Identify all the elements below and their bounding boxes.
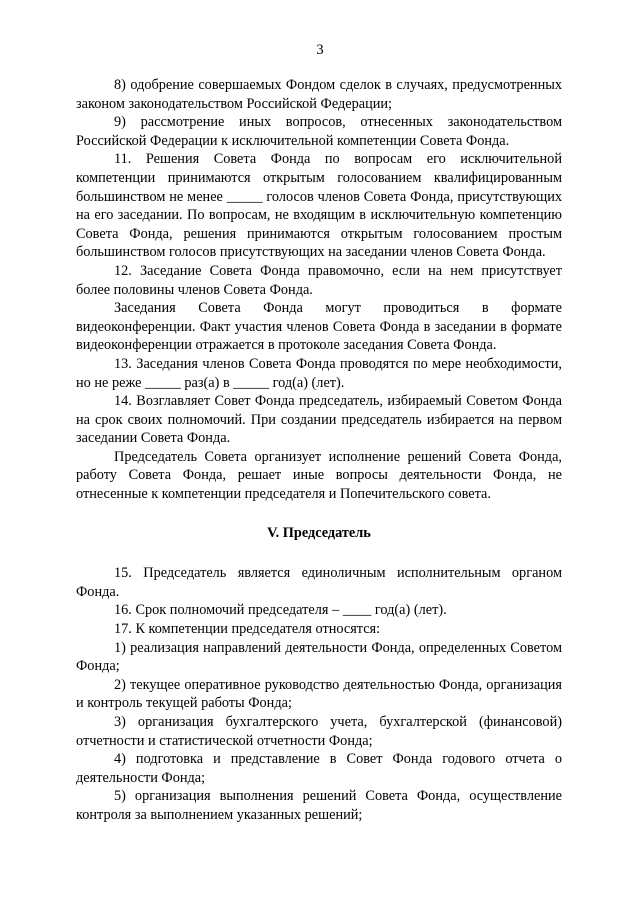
paragraph-clause-14: 14. Возглавляет Совет Фонда председатель, избираемый Советом Фонда на срок своих полномочий. При создании председатель избирается на первом заседании Совета Фонда. [76, 393, 562, 447]
spacer [76, 542, 562, 564]
paragraph-competence-1: 1) реализация направлений деятельности Фонда, определенных Советом Фонда; [76, 639, 562, 675]
paragraph-item-8: 8) одобрение совершаемых Фондом сделок в случаях, предусмотренных законом законодательством Российской Федерации; [76, 77, 562, 112]
paragraph-clause-11: 11. Решения Совета Фонда по вопросам его исключительной компетенции принимаются открытым голосованием квалифицированным большинством не менее _____ голосов членов Совета Фонда, присутствующих на его заседании. По вопросам, не входящим в исключительную компетенцию Совета Фонда, решения принимаются открытым голосованием простым большинством голосов присутствующих на заседании членов Совета Фонда. [76, 151, 562, 261]
paragraph-clause-17: 17. К компетенции председателя относятся: [114, 621, 381, 638]
spacer [76, 504, 562, 524]
page-number: 3 [316, 42, 324, 58]
paragraph-competence-3: 3) организация бухгалтерского учета, бухгалтерской (финансовой) отчетности и статистической отчетности Фонда; [76, 714, 562, 749]
paragraph-competence-5: 5) организация выполнения решений Совета Фонда, осуществление контроля за выполнением указанных решений; [76, 788, 562, 823]
paragraph-videoconference: Заседания Совета Фонда могут проводиться в формате видеоконференции. Факт участия членов Совета Фонда в заседании в формате видеоконференции отражается в протоколе заседания Совета Фонда. [76, 300, 562, 354]
section-heading: V. Председатель [267, 524, 371, 541]
paragraph-clause-12: 12. Заседание Совета Фонда правомочно, если на нем присутствует более половины членов Совета Фонда. [76, 262, 562, 298]
paragraph-competence-4: 4) подготовка и представление в Совет Фонда годового отчета о деятельности Фонда; [76, 751, 562, 786]
document-body [76, 76, 562, 825]
paragraph-clause-15: 15. Председатель является единоличным исполнительным органом Фонда. [76, 565, 562, 600]
paragraph-competence-2: 2) текущее оперативное руководство деятельностью Фонда, организация и контроль текущей работы Фонда; [76, 676, 562, 712]
paragraph-clause-13: 13. Заседания членов Совета Фонда проводятся по мере необходимости, но не реже _____ раз(а) в _____ год(а) (лет). [76, 355, 562, 391]
paragraph-chairman-council: Председатель Совета организует исполнение решений Совета Фонда, работу Совета Фонда, решает иные вопросы деятельности Фонда, не отнесенные к компетенции председателя и Попечительского совета. [76, 448, 562, 503]
paragraph-item-9: 9) рассмотрение иных вопросов, отнесенных законодательством Российской Федерации к исключительной компетенции Совета Фонда. [76, 114, 562, 149]
paragraph-clause-16: 16. Срок полномочий председателя – ____ год(а) (лет). [114, 602, 447, 619]
